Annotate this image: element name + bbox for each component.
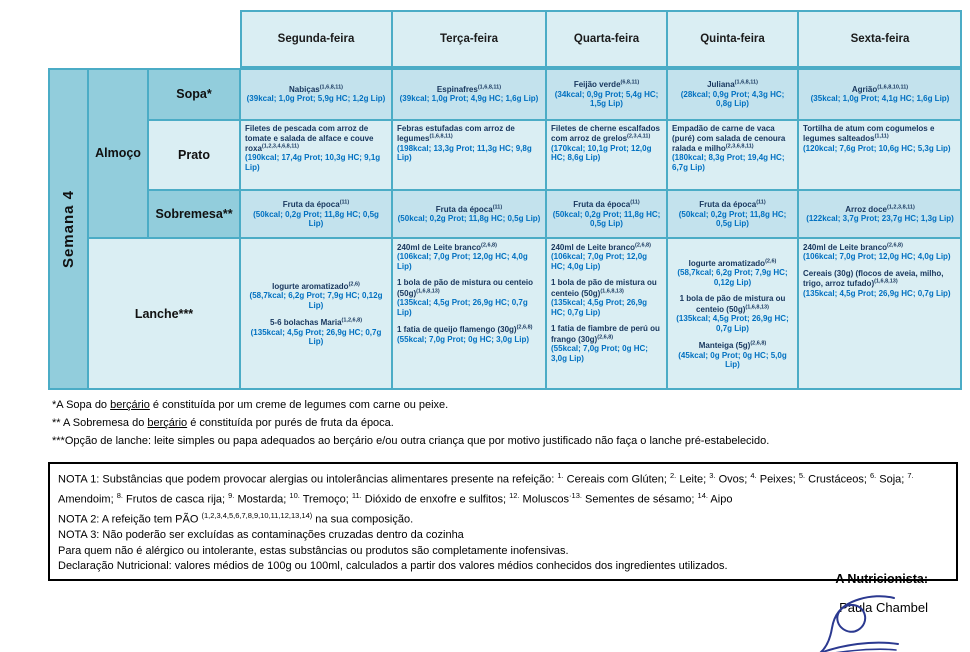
weekly-menu-table — [48, 10, 962, 390]
row-label-soup: Sopa* — [148, 68, 240, 120]
cell-main-tuesday: Febras estufadas com arroz de legumes$^{(1,6,8,11)}$ (198kcal; 13,3g Prot; 11,3g HC; 9,8g Lip) — [392, 120, 546, 190]
day-header-thursday — [667, 10, 798, 68]
day-header-tuesday — [392, 10, 546, 68]
day-header-wednesday — [546, 10, 667, 68]
cell-soup-thursday: Juliana$^{(1,6,8,11)}$ (28kcal; 0,9g Prot; 4,3g HC; 0,8g Lip) — [667, 68, 798, 120]
day-label: Quarta-feira — [573, 33, 640, 45]
note-3: NOTA 3: Não poderão ser excluídas as contaminações cruzadas dentro da cozinha — [58, 529, 464, 542]
cell-dessert-thursday: Fruta da época$^{(11)}$ (50kcal; 0,2g Prot; 11,8g HC; 0,5g Lip) — [667, 190, 798, 238]
cell-soup-wednesday: Feijão verde$^{(6,8,11)}$ (34kcal; 0,9g Prot; 5,4g HC; 1,5g Lip) — [546, 68, 667, 120]
cell-dessert-friday: Arroz doce$^{(1,2,3,8,11)}$ (122kcal; 3,7g Prot; 23,7g HC; 1,3g Lip) — [798, 190, 962, 238]
handwritten-signature — [806, 590, 910, 652]
cell-snack-monday: Iogurte aromatizado$^{(2,6)}$ (58,7kcal; 6,2g Prot; 7,9g HC; 0,12g Lip) 5-6 bolachas Maria$^{(1,2,6,8)}$ (135kcal; 4,5g Prot; 26,9g HC; 0,7g Lip) — [240, 238, 392, 390]
cell-main-thursday: Empadão de carne de vaca (puré) com salada de cenoura ralada e milho$^{(2,3,6,8,11)}$ (180kcal; 8,3g Prot; 19,4g HC; 6,7g Lip) — [667, 120, 798, 190]
cell-snack-thursday: Iogurte aromatizado$^{(2,6)}$ (58,7kcal; 6,2g Prot; 7,9g HC; 0,12g Lip) 1 bola de pão de mistura ou centeio $(50g)^{(1,6,8,13)}$ (135kcal; 4,5g Prot; 26,9g HC; 0,7g Lip) Manteiga $(5g)^{(2,6,8)}$ (45kcal; 0g Prot; 0g HC; 5,0g Lip) — [667, 238, 798, 390]
note-1: NOTA 1: Substâncias que podem provocar alergias ou intolerâncias alimentares presente na refeição: $^{1.}$ Cereais com Glúten; $^{2.}$ Leite; $^{3.}$ Ovos; $^{4.}$ Peixes; $^{5.}$ Crustáceos; $^{6.}$ Soja; $^{7.}$ Amendoim; $^{8.}$ Frutos de casca rija; $^{9.}$ Mostarda; $^{10.}$ Tremoço; $^{11.}$ Dióxido de enxofre e sulfitos; $^{12.}$ Moluscos$^{\cdot 13.}$ Sementes de sésamo; $^{14.}$ Aipo — [58, 471, 914, 506]
row-label-dessert: Sobremesa** — [148, 190, 240, 238]
cell-dessert-wednesday: Fruta da época$^{(11)}$ (50kcal; 0,2g Prot; 11,8g HC; 0,5g Lip) — [546, 190, 667, 238]
cell-main-wednesday: Filetes de cherne escalfados com arroz de grelos$^{(2,3,4,11)}$ (170kcal; 10,1g Prot; 12,0g HC; 8,6g Lip) — [546, 120, 667, 190]
footnote-soup: *A Sopa do berçário é constituída por um creme de legumes com carne ou peixe. — [52, 399, 449, 411]
cell-snack-friday: 240ml de Leite branco$^{(2,6,8)}$ (106kcal; 7,0g Prot; 12,0g HC; 4,0g Lip) Cereais (30g) (flocos de aveia, milho, trigo, arroz tufado)$^{(1,6,8,13)}$ (135kcal; 4,5g Prot; 26,9g HC; 0,7g Lip) — [798, 238, 962, 390]
row-group-lunch: Almoço — [88, 68, 148, 238]
cell-main-friday: Tortilha de atum com cogumelos e legumes salteados$^{(1,11)}$ (120kcal; 7,6g Prot; 10,6g HC; 5,3g Lip) — [798, 120, 962, 190]
cell-soup-monday: Nabiças$^{(1,6,8,11)}$ (39kcal; 1,0g Prot; 5,9g HC; 1,2g Lip) — [240, 68, 392, 120]
signature-name: Paula Chambel — [839, 600, 928, 615]
signature-title: A Nutricionista: — [835, 572, 928, 586]
day-label: Terça-feira — [440, 33, 498, 45]
allergen-notes-box — [48, 462, 958, 581]
footnote-dessert: ** A Sobremesa do berçário é constituída por purés de fruta da época. — [52, 417, 394, 429]
row-label-main-dish: Prato — [148, 120, 240, 190]
cell-snack-tuesday: 240ml de Leite branco$^{(2,6,8)}$ (106kcal; 7,0g Prot; 12,0g HC; 4,0g Lip) 1 bola de pão de mistura ou centeio $(50g)^{(1,6,8,13)}$ (135kcal; 4,5g Prot; 26,9g HC; 0,7g Lip) 1 fatia de queijo flamengo $(30g)^{(2,6,8)}$ (55kcal; 7,0g Prot; 0g HC; 3,0g Lip) — [392, 238, 546, 390]
day-header-monday — [240, 10, 392, 68]
day-label: Quinta-feira — [700, 33, 765, 45]
cell-soup-friday: Agrião$^{(1,6,8,10,11)}$ (35kcal; 1,0g Prot; 4,1g HC; 1,6g Lip) — [798, 68, 962, 120]
footnotes — [52, 396, 952, 450]
week-label: Semana 4 — [48, 68, 88, 390]
cell-soup-tuesday: Espinafres$^{(1,6,8,11)}$ (39kcal; 1,0g Prot; 4,9g HC; 1,6g Lip) — [392, 68, 546, 120]
day-header-friday — [798, 10, 962, 68]
day-label: Segunda-feira — [277, 33, 355, 45]
cell-dessert-monday: Fruta da época$^{(11)}$ (50kcal; 0,2g Prot; 11,8g HC; 0,5g Lip) — [240, 190, 392, 238]
cell-main-monday: Filetes de pescada com arroz de tomate e salada de alface e couve roxa$^{(1,2,3,4,6,8,11)}$ (190kcal; 17,4g Prot; 10,3g HC; 9,1g Lip) — [240, 120, 392, 190]
signature-block — [835, 572, 928, 615]
note-disclaimer: Para quem não é alérgico ou intolerante, estas substâncias ou produtos são completamente inofensivas. — [58, 544, 569, 557]
row-label-snack: Lanche*** — [88, 238, 240, 390]
cell-snack-wednesday: 240ml de Leite branco$^{(2,6,8)}$ (106kcal; 7,0g Prot; 12,0g HC; 4,0g Lip) 1 bola de pão de mistura ou centeio $(50g)^{(1,6,8,13)}$ (135kcal; 4,5g Prot; 26,9g HC; 0,7g Lip) 1 fatia de fiambre de perú ou frango $(30g)^{(2,6,8)}$ (55kcal; 7,0g Prot; 0g HC; 3,0g Lip) — [546, 238, 667, 390]
note-nutrition-declaration: Declaração Nutricional: valores médios de 100g ou 100ml, calculados a partir dos valores médios conhecidos dos ingredientes utilizados. — [58, 560, 728, 573]
day-label: Sexta-feira — [850, 33, 910, 45]
cell-dessert-tuesday: Fruta da época$^{(11)}$ (50kcal; 0,2g Prot; 11,8g HC; 0,5g Lip) — [392, 190, 546, 238]
note-2: NOTA 2: A refeição tem PÃO $^{(1,2,3,4,5,6,7,8,9,10,11,12,13,14)}$ na sua composição. — [58, 511, 414, 526]
footnote-snack: ***Opção de lanche: leite simples ou papa adequados ao berçário e/ou outra criança que por motivo justificado não faça o lanche pré-estabelecido. — [52, 435, 770, 447]
